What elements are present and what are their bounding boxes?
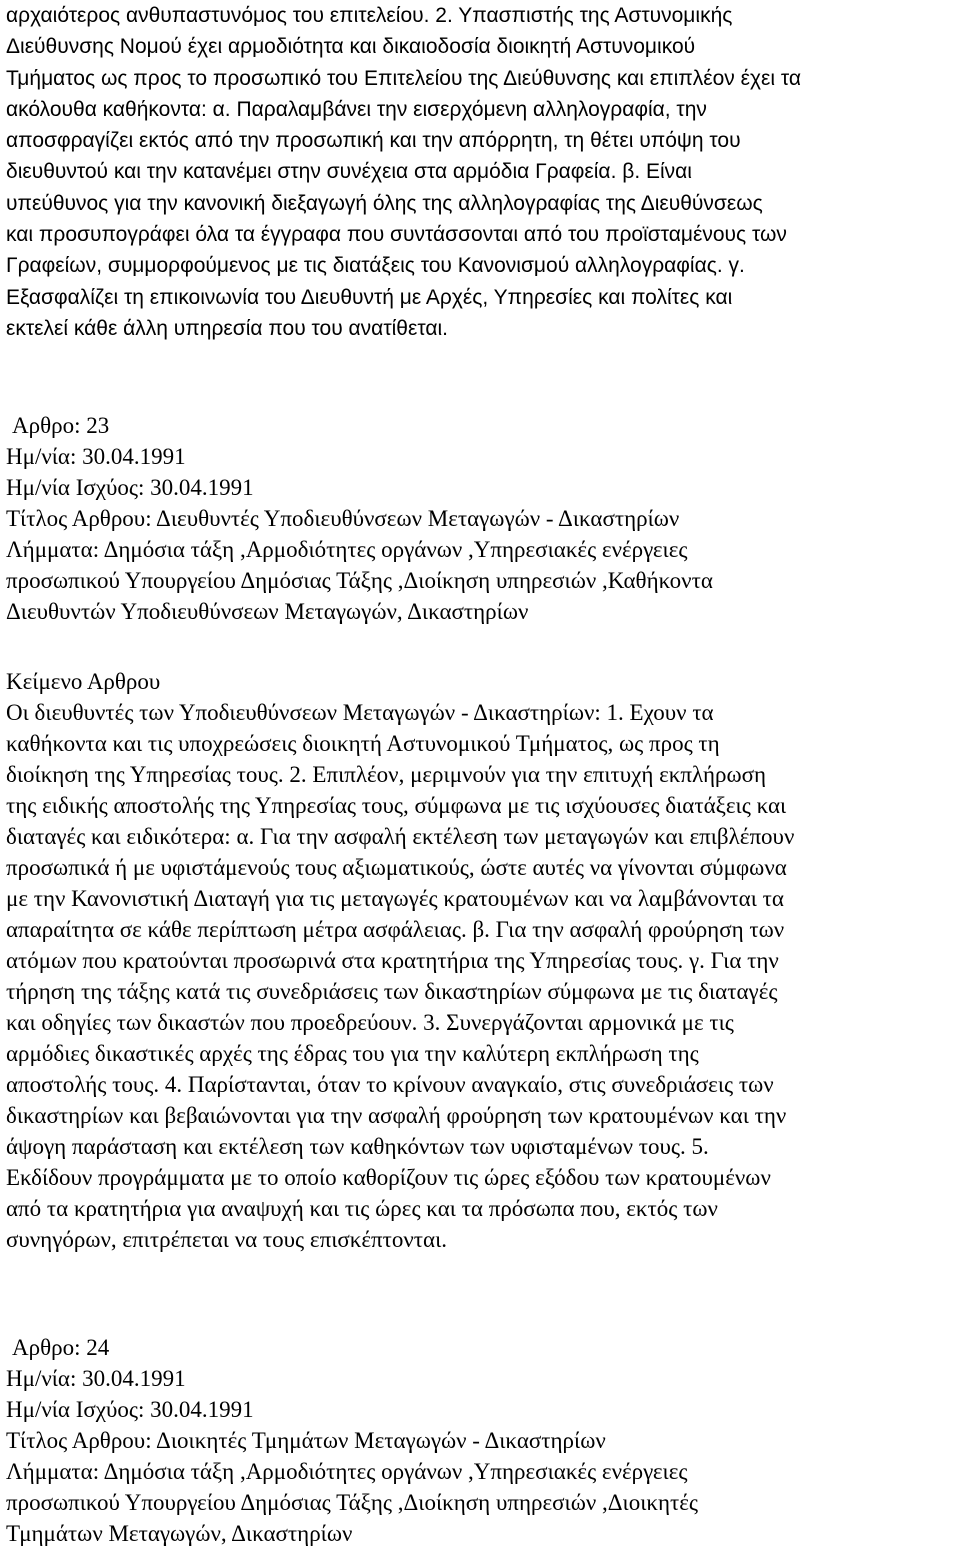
article-keywords-line: προσωπικού Υπουργείου Δημόσιας Τάξης ,Διοίκηση υπηρεσιών ,Καθήκοντα	[6, 568, 713, 593]
text-line: εκτελεί κάθε άλλη υπηρεσία που του ανατίθεται.	[6, 316, 448, 340]
text-line: τήρηση της τάξης κατά τις συνεδριάσεις των δικαστηρίων σύμφωνα με τις διαταγές	[6, 979, 778, 1004]
text-line: αρμόδιες δικαστικές αρχές της έδρας του για την καλύτερη εκπλήρωση της	[6, 1041, 699, 1066]
article-title: Τίτλος Αρθρου: Διοικητές Τμημάτων Μεταγωγών - Δικαστηρίων	[6, 1428, 606, 1453]
text-line: καθήκοντα και τις υποχρεώσεις διοικητή Αστυνομικού Τμήματος, ως προς τη	[6, 731, 720, 756]
article-effective-date: Ημ/νία Ισχύος: 30.04.1991	[6, 475, 254, 500]
text-line: της ειδικής αποστολής της Υπηρεσίας τους, σύμφωνα με τις ισχύουσες διατάξεις και	[6, 793, 787, 818]
text-line: Διεύθυνσης Νομού έχει αρμοδιότητα και δικαιοδοσία διοικητή Αστυνομικού	[6, 35, 696, 59]
text-line: απαραίτητα σε κάθε περίπτωση μέτρα ασφάλειας. β. Για την ασφαλή φρούρηση των	[6, 917, 785, 942]
article-effective-date: Ημ/νία Ισχύος: 30.04.1991	[6, 1397, 254, 1422]
text-line: Γραφείων, συμμορφούμενος με τις διατάξεις του Κανονισμού αλληλογραφίας. γ.	[6, 254, 745, 278]
article-number: Αρθρο: 24	[12, 1335, 110, 1360]
text-line: και οδηγίες των δικαστών που προεδρεύουν. 3. Συνεργάζονται αρμονικά με τις	[6, 1010, 734, 1035]
article-date: Ημ/νία: 30.04.1991	[6, 1366, 186, 1391]
text-line: δικαστηρίων και βεβαιώνονται για την ασφαλή φρούρηση των κρατουμένων και την	[6, 1103, 787, 1128]
text-line: Εξασφαλίζει τη επικοινωνία του Διευθυντή με Αρχές, Υπηρεσίες και πολίτες και	[6, 285, 733, 309]
text-line: ατόμων που κρατούνται προσωρινά στα κρατητήρια της Υπηρεσίας τους. γ. Για την	[6, 948, 779, 973]
text-line: αρχαιότερος ανθυπαστυνόμος του επιτελείου. 2. Υπασπιστής της Αστυνομικής	[6, 4, 733, 27]
article-text-heading: Κείμενο Αρθρου	[6, 669, 161, 694]
text-line: Τμήματος ως προς το προσωπικό του Επιτελείου της Διεύθυνσης και επιπλέον έχει τα	[6, 66, 802, 90]
article-23-text	[6, 666, 794, 1255]
text-line: διοίκηση της Υπηρεσίας τους. 2. Επιπλέον, μεριμνούν για την επιτυχή εκπλήρωση	[6, 762, 767, 787]
text-line: διαταγές και ειδικότερα: α. Για την ασφαλή εκτέλεση των μεταγωγών και επιβλέπουν	[6, 824, 795, 849]
text-line: από τα κρατητήρια για αναψυχή και τις ώρες και τα πρόσωπα που, εκτός των	[6, 1196, 718, 1221]
text-line: με την Κανονιστική Διαταγή για τις μεταγωγές κρατουμένων και να λαμβάνονται τα	[6, 886, 784, 911]
article-keywords-line: Λήμματα: Δημόσια τάξη ,Αρμοδιότητες οργάνων ,Υπηρεσιακές ενέργειες	[6, 537, 688, 562]
article-keywords-line: Τμημάτων Μεταγωγών, Δικαστηρίων	[6, 1521, 353, 1546]
text-line: Οι διευθυντές των Υποδιευθύνσεων Μεταγωγών - Δικαστηρίων: 1. Εχουν τα	[6, 700, 714, 725]
article-24-header	[6, 1332, 698, 1549]
text-line: και προσυπογράφει όλα τα έγγραφα που συντάσσονται από του προϊσταμένους των	[6, 223, 787, 247]
article-number: Αρθρο: 23	[12, 413, 110, 438]
text-line: συνηγόρων, επιτρέπεται να τους επισκέπτονται.	[6, 1227, 448, 1252]
article-keywords-line: Διευθυντών Υποδιευθύνσεων Μεταγωγών, Δικαστηρίων	[6, 599, 529, 624]
text-line: αποσφραγίζει εκτός από την προσωπική και την απόρρητη, τη θέτει υπόψη του	[6, 129, 741, 153]
text-line: ακόλουθα καθήκοντα: α. Παραλαμβάνει την εισερχόμενη αλληλογραφία, την	[6, 97, 707, 121]
text-line: άψογη παράσταση και εκτέλεση των καθηκόντων των υφισταμένων τους. 5.	[6, 1134, 709, 1159]
article-keywords-line: προσωπικού Υπουργείου Δημόσιας Τάξης ,Διοίκηση υπηρεσιών ,Διοικητές	[6, 1490, 699, 1515]
article-keywords-line: Λήμματα: Δημόσια τάξη ,Αρμοδιότητες οργάνων ,Υπηρεσιακές ενέργειες	[6, 1459, 688, 1484]
text-line: προσωπικά ή με υφιστάμενούς τους αξιωματικούς, ώστε αυτές να γίνονται σύμφωνα	[6, 855, 787, 880]
article-23-header	[6, 410, 713, 627]
text-line: υπεύθυνος για την κανονική διεξαγωγή όλης της αλληλογραφίας της Διευθύνσεως	[6, 191, 763, 215]
text-line: αποστολής τους. 4. Παρίστανται, όταν το κρίνουν αναγκαίο, στις συνεδριάσεις των	[6, 1072, 774, 1097]
article-date: Ημ/νία: 30.04.1991	[6, 444, 186, 469]
intro-paragraph	[6, 0, 801, 344]
text-line: Εκδίδουν προγράμματα με το οποίο καθορίζουν τις ώρες εξόδου των κρατουμένων	[6, 1165, 771, 1190]
article-title: Τίτλος Αρθρου: Διευθυντές Υποδιευθύνσεων Μεταγωγών - Δικαστηρίων	[6, 506, 680, 531]
text-line: διευθυντού και την κατανέμει στην συνέχεια στα αρμόδια Γραφεία. β. Είναι	[6, 160, 692, 184]
